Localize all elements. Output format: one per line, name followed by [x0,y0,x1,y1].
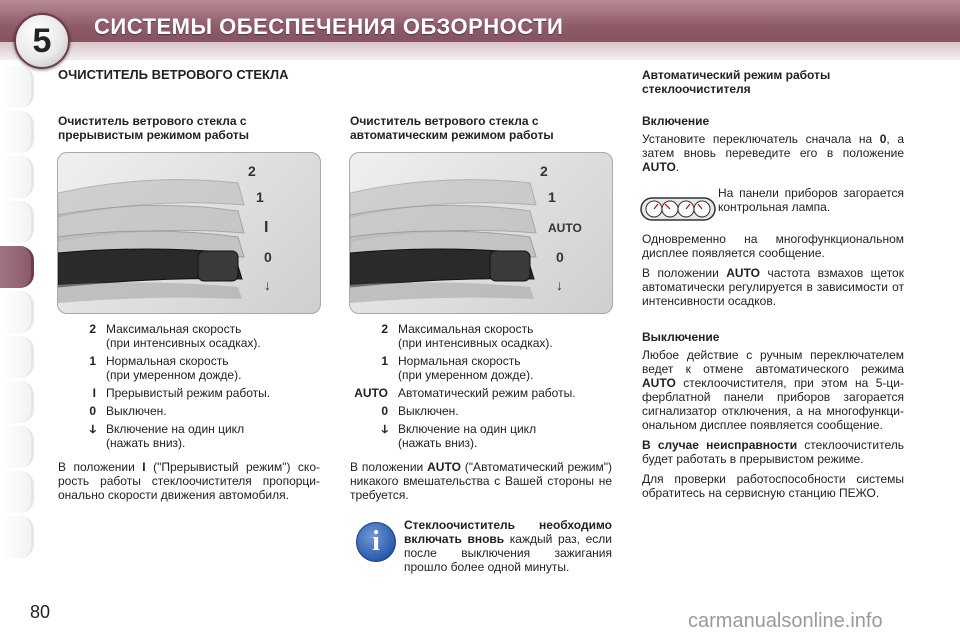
right-title-line1: Автоматический режим работы [642,68,831,82]
side-tab-2[interactable] [0,111,34,153]
chapter-side-tabs [0,66,34,561]
middle-legend [344,322,604,454]
wiper-stalk-illustration-auto [349,152,613,314]
legend-text: Максимальная скорость [398,322,534,336]
off-heading: Выключение [642,330,720,344]
service-paragraph: Для проверки работоспособности системы обратитесь на сервисную станцию ПЕЖО. [642,472,904,500]
position-label-2: 2 [248,163,256,179]
side-tab-11[interactable] [0,516,34,558]
side-tab-10[interactable] [0,471,34,513]
position-label-single-cycle: ↓ [264,277,271,293]
legend-key: 2 [381,322,388,336]
legend-key: 0 [381,404,388,418]
legend-row [344,386,604,400]
watermark: carmanualsonline.info [688,610,883,632]
side-tab-5-active[interactable] [0,246,34,288]
legend-text: (при умеренном дожде). [398,368,534,382]
legend-key: 2 [89,322,96,336]
position-label-0: 0 [264,249,272,265]
position-label-1: 1 [256,189,264,205]
legend-text: Прерывистый режим работы. [106,386,271,400]
legend-key: AUTO [354,386,388,400]
on-paragraph-1: Установите переключатель сначала на 0, а затем вновь переведите его в положение AUTO. [642,132,904,174]
instrument-panel-icon [640,196,716,222]
legend-text: (нажать вниз). [398,436,478,450]
legend-key: I [92,386,96,400]
chapter-title: СИСТЕМЫ ОБЕСПЕЧЕНИЯ ОБЗОРНОСТИ [94,14,564,39]
legend-row [344,354,604,382]
left-note: В положении I ("Прерывистый режим") скорость работы стеклоочистителя пропорционально скорости движения автомобиля. [58,460,320,502]
position-label-0: 0 [556,249,564,265]
legend-text: Включение на один цикл [398,422,537,436]
legend-text: Включение на один цикл [106,422,245,436]
legend-text: Автоматический режим работы. [398,386,576,400]
side-tab-4[interactable] [0,201,34,243]
legend-key: ↆ [381,422,388,436]
legend-row [344,422,604,450]
on-heading: Включение [642,114,710,128]
middle-subtitle-line1: Очиститель ветрового стекла с [350,114,539,128]
legend-row [52,322,312,350]
position-label-1: 1 [548,189,556,205]
legend-text: Выключен. [398,404,459,418]
legend-text: Выключен. [106,404,167,418]
middle-note: В положении AUTO ("Автоматический режим") никакого вмешательства с Вашей стороны не требуется. [350,460,612,502]
chapter-number-badge: 5 [14,13,70,69]
legend-row [344,322,604,350]
legend-text: (при умеренном дожде). [106,368,242,382]
info-note: Стеклоочиститель необходимо включать вновь каждый раз, если после выключения зажигания прошло более одной минуты. [404,518,612,574]
legend-row [52,386,312,400]
legend-row [52,404,312,418]
legend-row [52,354,312,382]
legend-text: Нормальная скорость [106,354,229,368]
side-tab-1[interactable] [0,66,34,108]
header-band [0,42,960,60]
legend-key: 0 [89,404,96,418]
lamp-text: На панели приборов загорается контрольная лампа. [718,186,904,214]
side-tab-3[interactable] [0,156,34,198]
fault-paragraph: В случае неисправности стеклоочиститель будет работать в прерывистом режиме. [642,438,904,466]
left-subtitle-line1: Очиститель ветрового стекла с [58,114,247,128]
left-legend [52,322,312,454]
legend-text: Максимальная скорость [106,322,242,336]
legend-text: (при интенсивных осадках). [398,336,553,350]
position-label-2: 2 [540,163,548,179]
section-title: ОЧИСТИТЕЛЬ ВЕТРОВОГО СТЕКЛА [58,67,289,82]
on-paragraph-2: Одновременно на многофункциональном дисплее появляется сообщение. [642,232,904,260]
legend-key: 1 [381,354,388,368]
side-tab-9[interactable] [0,426,34,468]
position-label-intermittent: I [264,219,269,236]
legend-row [344,404,604,418]
off-paragraph: Любое действие с ручным переключателем ведет к отмене автоматического режима AUTO стеклоочистителя, при этом на 5-циферблатной панели приборов загорается сигнализатор отключения, а на многофункциональном дисплее появляется сообщение. [642,348,904,432]
on-paragraph-3: В положении AUTO частота взмахов щеток автоматически регулируется в зависимости от интенсивности осадков. [642,266,904,308]
legend-text: Нормальная скорость [398,354,521,368]
legend-key: 1 [89,354,96,368]
page-number: 80 [30,602,51,622]
side-tab-8[interactable] [0,381,34,423]
right-title-line2: стеклоочистителя [642,82,751,96]
left-subtitle-line2: прерывистым режимом работы [58,128,249,142]
wiper-stalk-illustration-intermittent [57,152,321,314]
position-label-auto: AUTO [548,221,582,235]
position-label-single-cycle: ↓ [556,277,563,293]
legend-row [52,422,312,450]
wiper-stalk-drawing [58,153,320,313]
info-icon: i [356,522,396,562]
legend-text: (нажать вниз). [106,436,186,450]
legend-key: ↆ [89,422,96,436]
side-tab-6[interactable] [0,291,34,333]
middle-subtitle-line2: автоматическим режимом работы [350,128,554,142]
legend-text: (при интенсивных осадках). [106,336,261,350]
side-tab-7[interactable] [0,336,34,378]
